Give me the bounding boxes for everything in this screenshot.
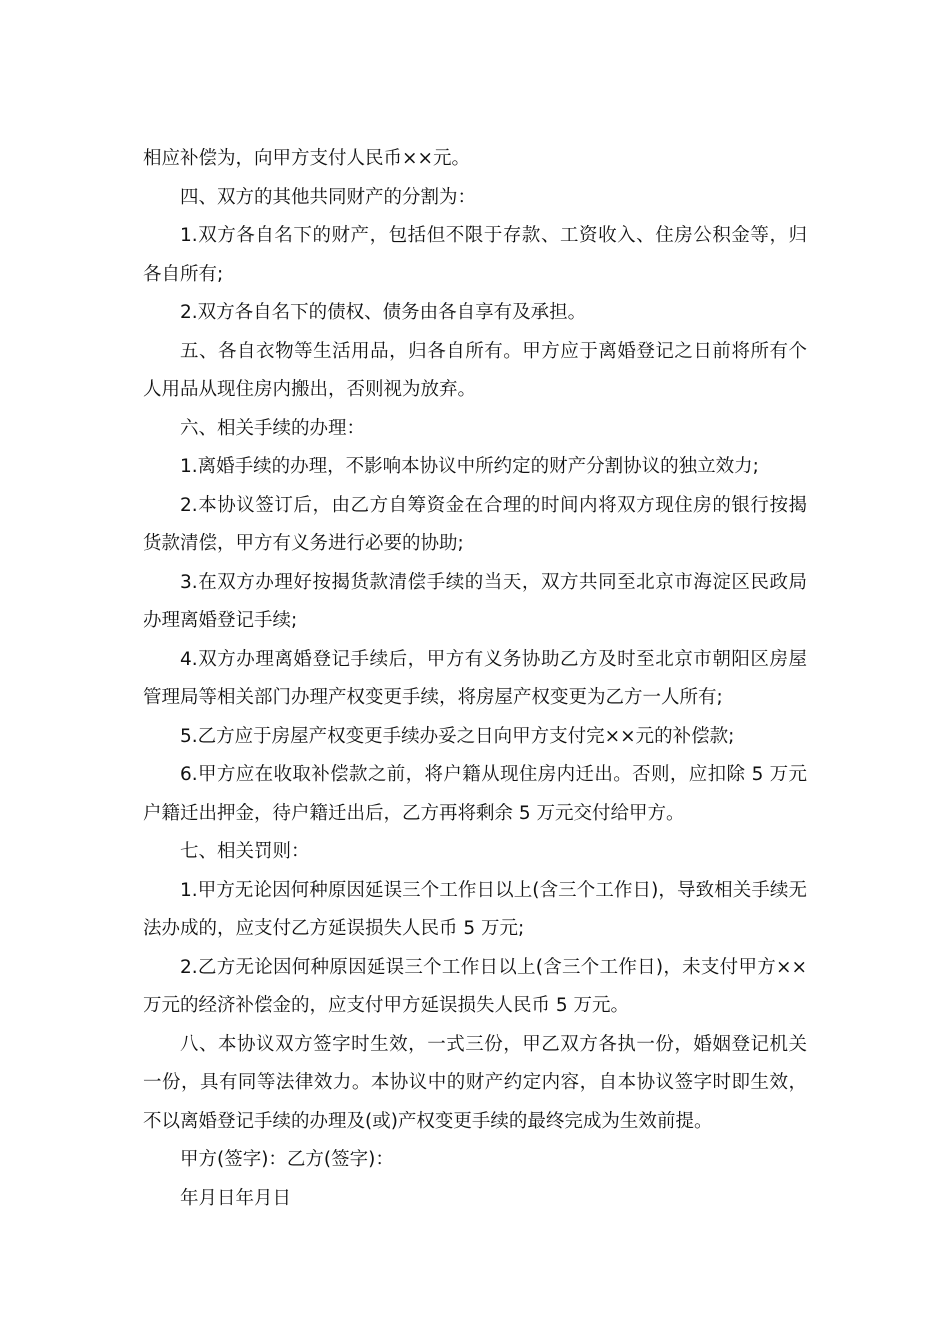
clause-6-4: 4.双方办理离婚登记手续后，甲方有义务协助乙方及时至北京市朝阳区房屋管理局等相关部门办理产权变更手续，将房屋产权变更为乙方一人所有; (143, 648, 807, 708)
clause-6-3: 3.在双方办理好按揭货款清偿手续的当天，双方共同至北京市海淀区民政局办理离婚登记手续; (143, 571, 807, 631)
document-body (143, 140, 807, 1218)
clause-4-1: 1.双方各自名下的财产，包括但不限于存款、工资收入、住房公积金等，归各自所有; (143, 225, 807, 285)
clause-6-2: 2.本协议签订后，由乙方自筹资金在合理的时间内将双方现住房的银行按揭货款清偿，甲方有义务进行必要的协助; (143, 494, 807, 554)
clause-6-6: 6.甲方应在收取补偿款之前，将户籍从现住房内迁出。否则，应扣除 5 万元户籍迁出押金，待户籍迁出后，乙方再将剩余 5 万元交付给甲方。 (143, 764, 807, 824)
paragraph-compensation-continuation: 相应补偿为，向甲方支付人民币××元。 (143, 148, 471, 169)
clause-7-2: 2.乙方无论因何种原因延误三个工作日以上(含三个工作日)，未支付甲方××万元的经济补偿金的，应支付甲方延误损失人民币 5 万元。 (143, 956, 807, 1016)
clause-7-1: 1.甲方无论因何种原因延误三个工作日以上(含三个工作日)，导致相关手续无法办成的，应支付乙方延误损失人民币 5 万元; (143, 879, 807, 939)
section-heading-penalties: 七、相关罚则： (180, 841, 310, 862)
section-heading-other-property: 四、双方的其他共同财产的分割为： (180, 186, 477, 208)
section-8-effectiveness: 八、本协议双方签字时生效，一式三份，甲乙双方各执一份，婚姻登记机关一份，具有同等法律效力。本协议中的财产约定内容，自本协议签字时即生效，不以离婚登记手续的办理及(或)产权变更手续的最终完成为生效前提。 (143, 1033, 807, 1132)
date-line: 年月日年月日 (180, 1187, 292, 1209)
section-5-personal-items: 五、各自衣物等生活用品，归各自所有。甲方应于离婚登记之日前将所有个人用品从现住房内搬出，否则视为放弃。 (143, 340, 807, 400)
clause-6-5: 5.乙方应于房屋产权变更手续办妥之日向甲方支付完××元的补偿款; (180, 725, 735, 747)
clause-6-1: 1.离婚手续的办理，不影响本协议中所约定的财产分割协议的独立效力; (180, 456, 759, 477)
clause-4-2: 2.双方各自名下的债权、债务由各自享有及承担。 (180, 302, 587, 323)
signature-line: 甲方(签字)：乙方(签字)： (180, 1149, 394, 1170)
section-heading-procedures: 六、相关手续的办理： (180, 417, 366, 439)
